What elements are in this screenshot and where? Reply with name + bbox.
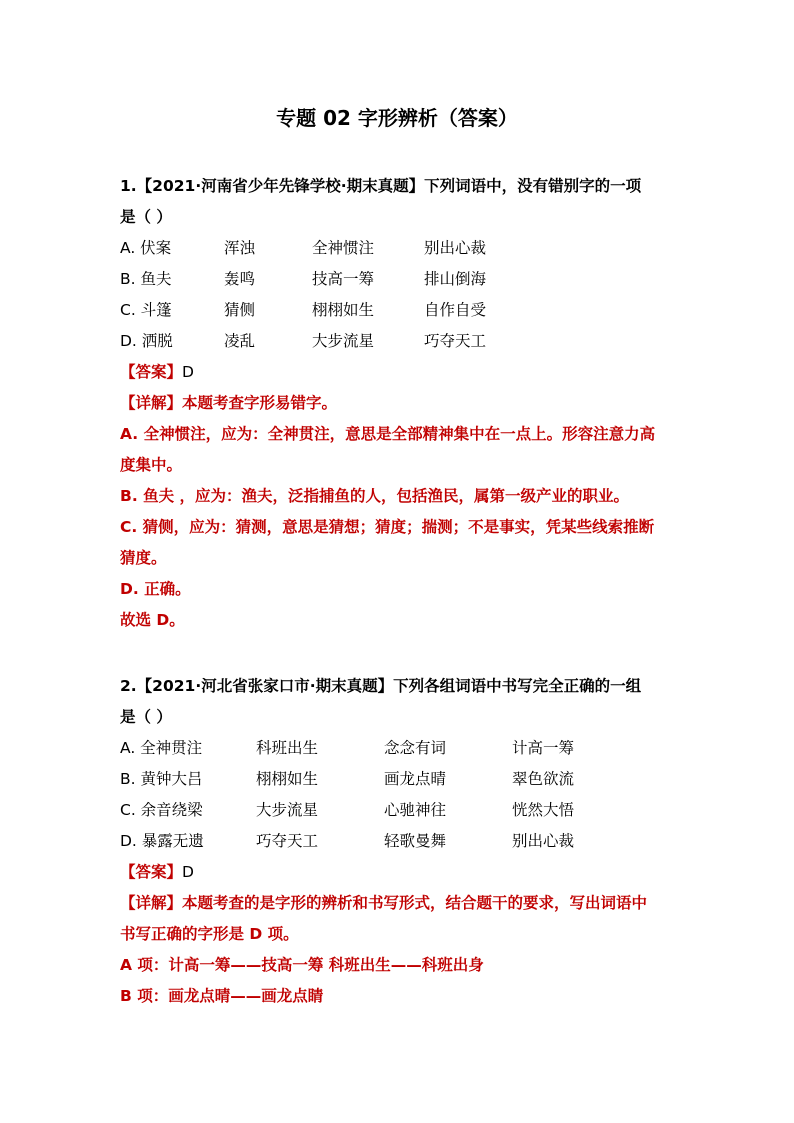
option-word: A. 全神贯注 [120, 739, 203, 757]
option-d [120, 326, 680, 357]
option-word: C. 余音绕梁 [120, 801, 203, 819]
explanation-line: D. 正确。 [120, 580, 191, 598]
option-c [120, 795, 680, 826]
option-word: 浑浊 [224, 239, 256, 257]
option-word: 凌乱 [224, 332, 256, 350]
answer-label: 【答案】 [120, 363, 183, 381]
option-word: 恍然大悟 [512, 801, 575, 819]
option-word: 技高一筹 [312, 270, 375, 288]
option-word: 猜侧 [224, 301, 256, 319]
explanation-line: 猜度。 [120, 549, 167, 567]
option-word: 巧夺天工 [424, 332, 487, 350]
question-stem-cont: 是（ ） [120, 208, 172, 226]
option-word: 巧夺天工 [256, 832, 319, 850]
option-word: 念念有词 [384, 739, 447, 757]
explanation-label: 【详解】 [120, 394, 183, 412]
answer-value: D [182, 863, 194, 881]
explanation-text: 本题考查字形易错字。 [182, 394, 338, 412]
page-title: 专题 02 字形辨析（答案） [276, 106, 518, 130]
explanation-line: A. 全神惯注，应为：全神贯注，意思是全部精神集中在一点上。形容注意力高 [120, 425, 656, 443]
option-word: 别出心裁 [424, 239, 487, 257]
option-word: C. 斗篷 [120, 301, 172, 319]
option-a [120, 733, 680, 764]
explanation-line: 书写正确的字形是 D 项。 [120, 925, 299, 943]
option-d [120, 826, 680, 857]
option-c [120, 295, 680, 326]
option-word: 翠色欲流 [512, 770, 575, 788]
option-word: 大步流星 [312, 332, 375, 350]
answer-label: 【答案】 [120, 863, 183, 881]
explanation-line: 故选 D。 [120, 611, 185, 629]
option-b [120, 764, 680, 795]
option-word: A. 伏案 [120, 239, 172, 257]
option-word: D. 暴露无遗 [120, 832, 204, 850]
explanation-intro [120, 388, 680, 419]
explanation-label: 【详解】 [120, 894, 183, 912]
option-word: 全神惯注 [312, 239, 375, 257]
option-a [120, 233, 680, 264]
option-word: 轻歌曼舞 [384, 832, 447, 850]
option-word: 画龙点晴 [384, 770, 447, 788]
option-word: 自作自受 [424, 301, 487, 319]
option-word: B. 鱼夫 [120, 270, 172, 288]
explanation-line: 度集中。 [120, 456, 183, 474]
explanation-line: B 项：画龙点晴——画龙点睛 [120, 987, 324, 1005]
option-word: 轰鸣 [224, 270, 256, 288]
question-2 [120, 671, 680, 1012]
explanation-text: 本题考查的是字形的辨析和书写形式，结合题干的要求，写出词语中 [182, 894, 648, 912]
option-word: 栩栩如生 [312, 301, 375, 319]
question-stem: 2.【2021·河北省张家口市·期末真题】下列各组词语中书写完全正确的一组 [120, 677, 642, 695]
answer-value: D [182, 363, 194, 381]
explanation-intro [120, 888, 680, 919]
explanation-line: A 项：计高一筹——技高一筹 科班出生——科班出身 [120, 956, 484, 974]
option-word: 别出心裁 [512, 832, 575, 850]
option-word: 栩栩如生 [256, 770, 319, 788]
question-1 [120, 171, 680, 636]
option-word: 大步流星 [256, 801, 319, 819]
explanation-line: B. 鱼夫 ，应为：渔夫，泛指捕鱼的人，包括渔民，属第一级产业的职业。 [120, 487, 629, 505]
option-word: 科班出生 [256, 739, 319, 757]
answer-line [120, 857, 680, 888]
option-word: 计高一筹 [512, 739, 575, 757]
question-stem: 1.【2021·河南省少年先锋学校·期末真题】下列词语中，没有错别字的一项 [120, 177, 642, 195]
explanation-line: C. 猜侧，应为：猜测，意思是猜想；猜度；揣测；不是事实，凭某些线索推断 [120, 518, 655, 536]
option-b [120, 264, 680, 295]
answer-line [120, 357, 680, 388]
option-word: 心驰神往 [384, 801, 447, 819]
option-word: B. 黄钟大吕 [120, 770, 203, 788]
option-word: D. 洒脱 [120, 332, 173, 350]
question-stem-cont: 是（ ） [120, 708, 172, 726]
option-word: 排山倒海 [424, 270, 487, 288]
